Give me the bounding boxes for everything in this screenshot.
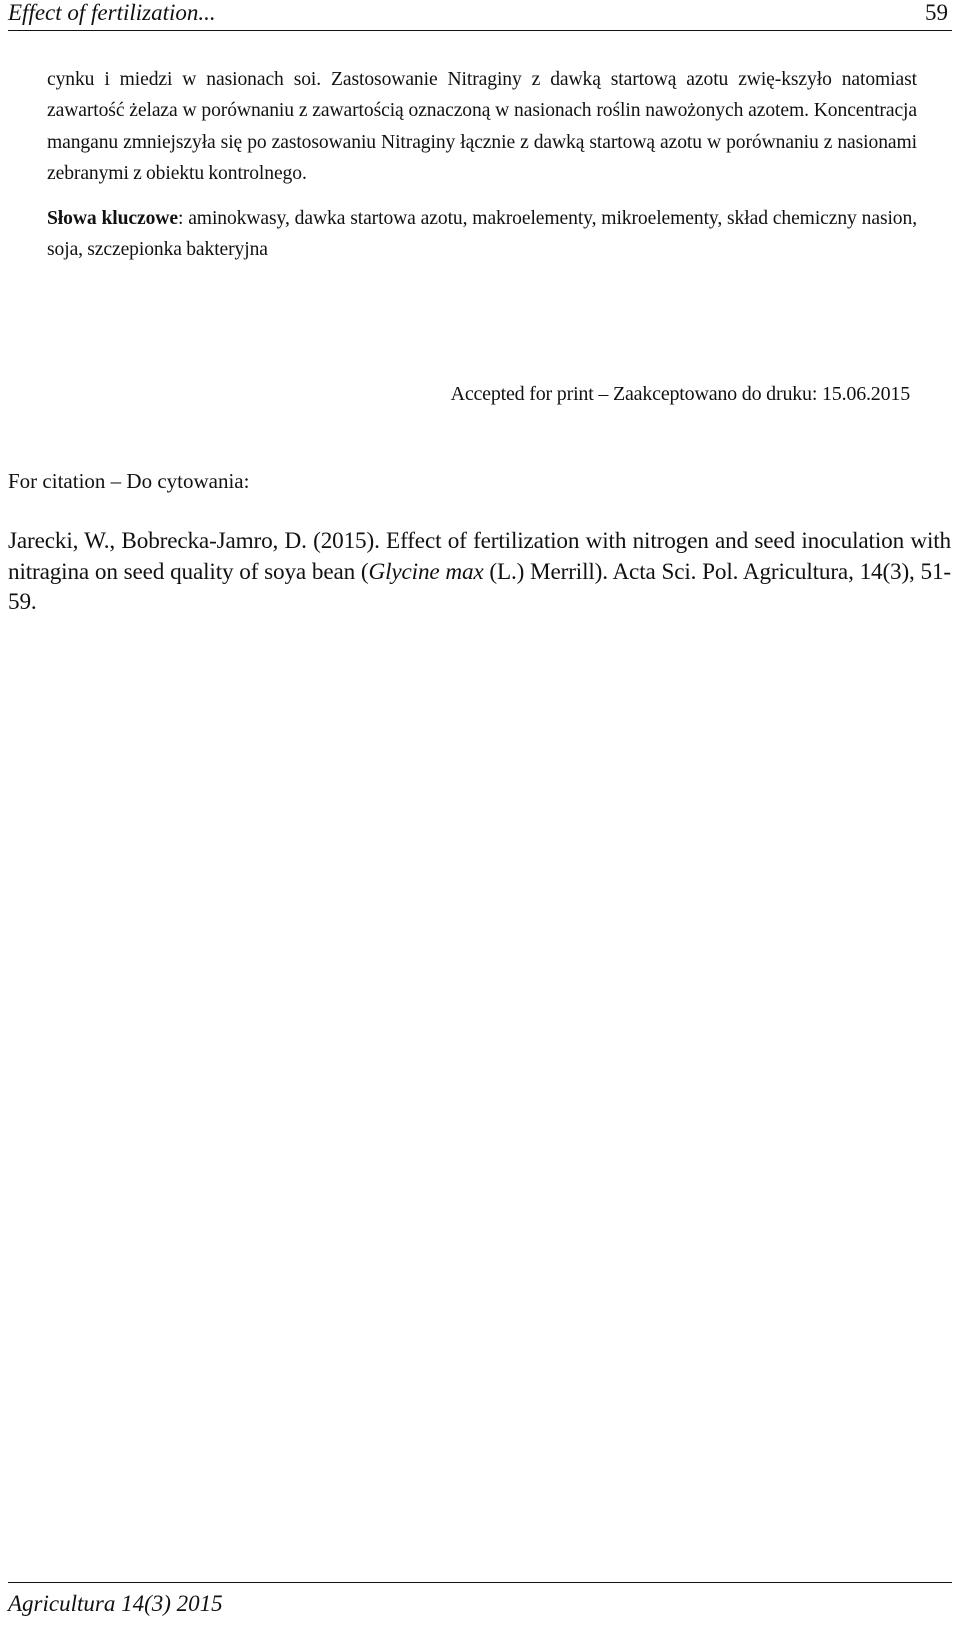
page-number: 59 xyxy=(925,0,948,25)
polish-abstract xyxy=(47,64,917,265)
citation-label: For citation – Do cytowania: xyxy=(8,469,250,493)
citation-species: Glycine max xyxy=(368,558,484,585)
running-header xyxy=(8,0,952,31)
keywords-text: : aminokwasy, dawka startowa azotu, makroelementy, mikroelementy, skład chemiczny nasion, soja, szczepionka bakteryjna xyxy=(47,207,918,261)
citation-part-2: (L.) Merrill). Acta Sci. Pol. Agricultura, 14(3), 51-59. xyxy=(8,558,951,615)
running-title: Effect of fertilization... xyxy=(8,0,216,25)
keywords-label: Słowa kluczowe xyxy=(47,207,178,229)
keywords-paragraph xyxy=(47,203,917,266)
page-footer xyxy=(8,1582,952,1617)
citation-reference xyxy=(8,526,951,618)
accepted-date: Accepted for print – Zaakceptowano do druku: 15.06.2015 xyxy=(450,383,910,405)
abstract-text: cynku i miedzi w nasionach soi. Zastosowanie Nitraginy z dawką startową azotu zwię-kszyło natomiast zawartość żelaza w porównaniu z zawartością oznaczoną w nasionach roślin nawożonych azotem. Koncentracja manganu zmniejszyła się po zastosowaniu Nitraginy łącznie z dawką startową azotu w porównaniu z nasionami zebranymi z obiektu kontrolnego. xyxy=(47,69,917,185)
footer-journal: Agricultura 14(3) 2015 xyxy=(8,1591,223,1616)
citation-part-1: Jarecki, W., Bobrecka-Jamro, D. (2015). Effect of fertilization with nitrogen and seed inoculation with nitragina on seed quality of soya bean ( xyxy=(8,528,951,585)
